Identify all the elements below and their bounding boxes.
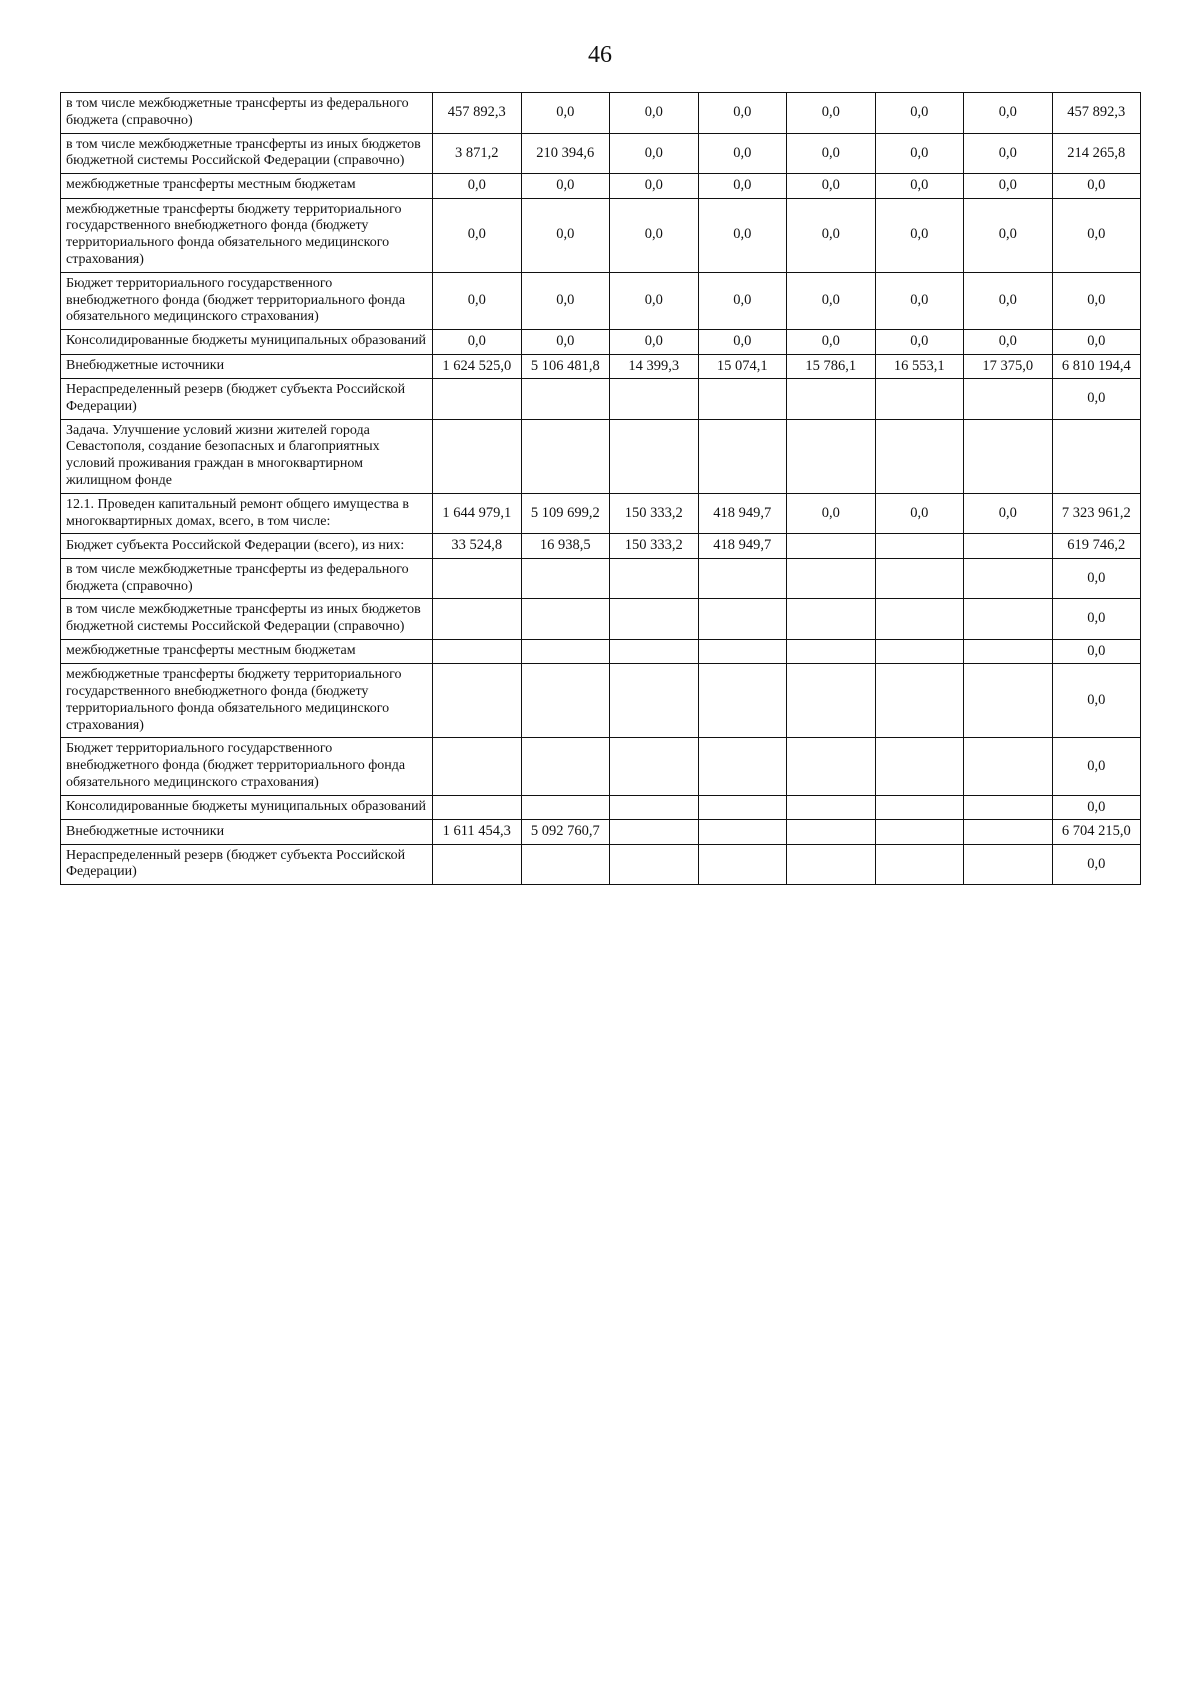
value-cell: 0,0 xyxy=(521,174,610,198)
value-cell xyxy=(875,639,964,663)
table-row xyxy=(61,378,1141,419)
value-cell: 0,0 xyxy=(787,272,876,329)
value-cell xyxy=(875,534,964,558)
budget-table xyxy=(60,92,1141,885)
value-cell: 0,0 xyxy=(787,493,876,534)
value-cell xyxy=(875,664,964,738)
value-cell: 0,0 xyxy=(698,272,787,329)
row-label: межбюджетные трансферты местным бюджетам xyxy=(61,639,433,663)
value-cell: 0,0 xyxy=(964,272,1053,329)
table-row xyxy=(61,795,1141,819)
value-cell: 0,0 xyxy=(787,198,876,272)
value-cell xyxy=(787,639,876,663)
value-cell xyxy=(787,844,876,885)
row-label: Консолидированные бюджеты муниципальных образований xyxy=(61,330,433,354)
value-cell: 0,0 xyxy=(521,330,610,354)
value-cell: 457 892,3 xyxy=(1052,93,1141,134)
value-cell: 15 074,1 xyxy=(698,354,787,378)
table-row xyxy=(61,93,1141,134)
value-cell: 0,0 xyxy=(1052,272,1141,329)
value-cell xyxy=(698,738,787,795)
row-label: Бюджет субъекта Российской Федерации (всего), из них: xyxy=(61,534,433,558)
value-cell: 0,0 xyxy=(1052,795,1141,819)
value-cell xyxy=(964,419,1053,493)
value-cell: 0,0 xyxy=(964,133,1053,174)
value-cell xyxy=(964,599,1053,640)
value-cell xyxy=(521,599,610,640)
row-label: Внебюджетные источники xyxy=(61,820,433,844)
value-cell: 214 265,8 xyxy=(1052,133,1141,174)
value-cell xyxy=(433,378,522,419)
value-cell xyxy=(698,419,787,493)
row-label: межбюджетные трансферты местным бюджетам xyxy=(61,174,433,198)
value-cell: 0,0 xyxy=(1052,174,1141,198)
value-cell xyxy=(433,664,522,738)
value-cell xyxy=(787,664,876,738)
value-cell xyxy=(787,419,876,493)
value-cell xyxy=(433,795,522,819)
value-cell xyxy=(521,558,610,599)
value-cell: 0,0 xyxy=(787,330,876,354)
value-cell: 14 399,3 xyxy=(610,354,699,378)
table-row xyxy=(61,272,1141,329)
value-cell: 0,0 xyxy=(698,198,787,272)
value-cell: 0,0 xyxy=(610,330,699,354)
value-cell: 0,0 xyxy=(433,330,522,354)
row-label: Нераспределенный резерв (бюджет субъекта Российской Федерации) xyxy=(61,844,433,885)
value-cell xyxy=(964,378,1053,419)
row-label: Внебюджетные источники xyxy=(61,354,433,378)
value-cell: 0,0 xyxy=(964,330,1053,354)
value-cell: 0,0 xyxy=(875,493,964,534)
value-cell: 0,0 xyxy=(610,272,699,329)
row-label: в том числе межбюджетные трансферты из иных бюджетов бюджетной системы Российской Федерации (справочно) xyxy=(61,133,433,174)
value-cell: 0,0 xyxy=(433,272,522,329)
value-cell xyxy=(610,820,699,844)
value-cell xyxy=(698,378,787,419)
value-cell: 0,0 xyxy=(521,93,610,134)
value-cell: 33 524,8 xyxy=(433,534,522,558)
value-cell xyxy=(875,558,964,599)
value-cell: 0,0 xyxy=(1052,738,1141,795)
value-cell: 16 938,5 xyxy=(521,534,610,558)
value-cell: 0,0 xyxy=(610,174,699,198)
value-cell xyxy=(875,820,964,844)
value-cell: 0,0 xyxy=(1052,330,1141,354)
value-cell xyxy=(964,820,1053,844)
value-cell: 0,0 xyxy=(1052,599,1141,640)
value-cell: 0,0 xyxy=(875,198,964,272)
value-cell xyxy=(698,639,787,663)
row-label: в том числе межбюджетные трансферты из иных бюджетов бюджетной системы Российской Федерации (справочно) xyxy=(61,599,433,640)
value-cell: 0,0 xyxy=(698,93,787,134)
value-cell: 0,0 xyxy=(875,174,964,198)
value-cell: 0,0 xyxy=(1052,558,1141,599)
row-label: Задача. Улучшение условий жизни жителей города Севастополя, создание безопасных и благоприятных условий проживания граждан в многоквартирном жилищном фонде xyxy=(61,419,433,493)
value-cell xyxy=(698,795,787,819)
row-label: Нераспределенный резерв (бюджет субъекта Российской Федерации) xyxy=(61,378,433,419)
value-cell: 0,0 xyxy=(787,93,876,134)
value-cell: 17 375,0 xyxy=(964,354,1053,378)
value-cell xyxy=(610,558,699,599)
value-cell xyxy=(787,738,876,795)
value-cell: 0,0 xyxy=(433,198,522,272)
value-cell: 5 109 699,2 xyxy=(521,493,610,534)
value-cell: 16 553,1 xyxy=(875,354,964,378)
table-row xyxy=(61,493,1141,534)
value-cell: 0,0 xyxy=(433,174,522,198)
table-row xyxy=(61,174,1141,198)
value-cell xyxy=(787,795,876,819)
value-cell xyxy=(964,795,1053,819)
table-row xyxy=(61,738,1141,795)
value-cell xyxy=(698,844,787,885)
value-cell: 0,0 xyxy=(787,174,876,198)
page-number: 46 xyxy=(588,42,612,68)
value-cell: 5 092 760,7 xyxy=(521,820,610,844)
value-cell: 0,0 xyxy=(521,198,610,272)
value-cell: 0,0 xyxy=(1052,664,1141,738)
value-cell xyxy=(787,558,876,599)
value-cell xyxy=(964,738,1053,795)
value-cell xyxy=(787,378,876,419)
value-cell xyxy=(521,378,610,419)
value-cell xyxy=(433,558,522,599)
value-cell: 1 611 454,3 xyxy=(433,820,522,844)
value-cell: 150 333,2 xyxy=(610,493,699,534)
value-cell xyxy=(964,534,1053,558)
value-cell xyxy=(610,664,699,738)
value-cell xyxy=(433,419,522,493)
value-cell xyxy=(610,844,699,885)
budget-table-body xyxy=(61,93,1141,885)
value-cell xyxy=(698,599,787,640)
value-cell: 0,0 xyxy=(1052,639,1141,663)
value-cell: 0,0 xyxy=(1052,198,1141,272)
value-cell xyxy=(610,599,699,640)
value-cell: 0,0 xyxy=(964,174,1053,198)
value-cell xyxy=(433,599,522,640)
value-cell xyxy=(610,419,699,493)
value-cell xyxy=(698,820,787,844)
value-cell: 210 394,6 xyxy=(521,133,610,174)
value-cell: 418 949,7 xyxy=(698,493,787,534)
value-cell xyxy=(964,558,1053,599)
table-row xyxy=(61,664,1141,738)
value-cell xyxy=(787,534,876,558)
value-cell: 0,0 xyxy=(610,198,699,272)
value-cell xyxy=(875,844,964,885)
value-cell: 418 949,7 xyxy=(698,534,787,558)
table-row xyxy=(61,820,1141,844)
value-cell xyxy=(875,795,964,819)
value-cell: 0,0 xyxy=(964,493,1053,534)
value-cell xyxy=(610,639,699,663)
value-cell xyxy=(964,844,1053,885)
row-label: 12.1. Проведен капитальный ремонт общего имущества в многоквартирных домах, всего, в том числе: xyxy=(61,493,433,534)
value-cell: 0,0 xyxy=(875,272,964,329)
value-cell: 0,0 xyxy=(787,133,876,174)
value-cell: 0,0 xyxy=(1052,378,1141,419)
table-row xyxy=(61,639,1141,663)
value-cell xyxy=(521,664,610,738)
value-cell xyxy=(521,419,610,493)
value-cell: 0,0 xyxy=(875,133,964,174)
value-cell: 0,0 xyxy=(521,272,610,329)
table-row xyxy=(61,558,1141,599)
value-cell xyxy=(875,599,964,640)
value-cell xyxy=(433,844,522,885)
value-cell: 0,0 xyxy=(875,93,964,134)
value-cell: 150 333,2 xyxy=(610,534,699,558)
row-label: межбюджетные трансферты бюджету территориального государственного внебюджетного фонда (бюджету территориального фонда обязательного медицинского страхования) xyxy=(61,198,433,272)
value-cell: 5 106 481,8 xyxy=(521,354,610,378)
value-cell: 7 323 961,2 xyxy=(1052,493,1141,534)
value-cell: 6 704 215,0 xyxy=(1052,820,1141,844)
value-cell xyxy=(433,639,522,663)
value-cell: 0,0 xyxy=(610,133,699,174)
value-cell xyxy=(875,419,964,493)
table-row xyxy=(61,534,1141,558)
value-cell xyxy=(1052,419,1141,493)
value-cell: 1 624 525,0 xyxy=(433,354,522,378)
value-cell: 15 786,1 xyxy=(787,354,876,378)
value-cell xyxy=(521,738,610,795)
row-label: Бюджет территориального государственного внебюджетного фонда (бюджет территориального фонда обязательного медицинского страхования) xyxy=(61,738,433,795)
value-cell: 0,0 xyxy=(875,330,964,354)
row-label: Консолидированные бюджеты муниципальных образований xyxy=(61,795,433,819)
value-cell: 6 810 194,4 xyxy=(1052,354,1141,378)
value-cell xyxy=(698,664,787,738)
value-cell xyxy=(610,738,699,795)
value-cell: 0,0 xyxy=(610,93,699,134)
row-label: в том числе межбюджетные трансферты из федерального бюджета (справочно) xyxy=(61,558,433,599)
value-cell: 0,0 xyxy=(964,93,1053,134)
table-row xyxy=(61,198,1141,272)
value-cell xyxy=(964,664,1053,738)
row-label: межбюджетные трансферты бюджету территориального государственного внебюджетного фонда (бюджету территориального фонда обязательного медицинского страхования) xyxy=(61,664,433,738)
table-row xyxy=(61,330,1141,354)
value-cell: 0,0 xyxy=(964,198,1053,272)
value-cell: 0,0 xyxy=(698,330,787,354)
value-cell xyxy=(521,639,610,663)
value-cell xyxy=(698,558,787,599)
value-cell: 3 871,2 xyxy=(433,133,522,174)
value-cell xyxy=(875,378,964,419)
value-cell xyxy=(875,738,964,795)
row-label: в том числе межбюджетные трансферты из федерального бюджета (справочно) xyxy=(61,93,433,134)
value-cell xyxy=(964,639,1053,663)
table-row xyxy=(61,419,1141,493)
value-cell: 0,0 xyxy=(698,174,787,198)
value-cell: 0,0 xyxy=(1052,844,1141,885)
value-cell xyxy=(521,795,610,819)
value-cell xyxy=(610,378,699,419)
table-row xyxy=(61,354,1141,378)
value-cell xyxy=(787,820,876,844)
value-cell xyxy=(610,795,699,819)
value-cell: 0,0 xyxy=(698,133,787,174)
row-label: Бюджет территориального государственного внебюджетного фонда (бюджет территориального фонда обязательного медицинского страхования) xyxy=(61,272,433,329)
table-row xyxy=(61,844,1141,885)
value-cell: 619 746,2 xyxy=(1052,534,1141,558)
value-cell xyxy=(787,599,876,640)
value-cell xyxy=(433,738,522,795)
table-row xyxy=(61,599,1141,640)
table-row xyxy=(61,133,1141,174)
value-cell: 1 644 979,1 xyxy=(433,493,522,534)
value-cell: 457 892,3 xyxy=(433,93,522,134)
value-cell xyxy=(521,844,610,885)
